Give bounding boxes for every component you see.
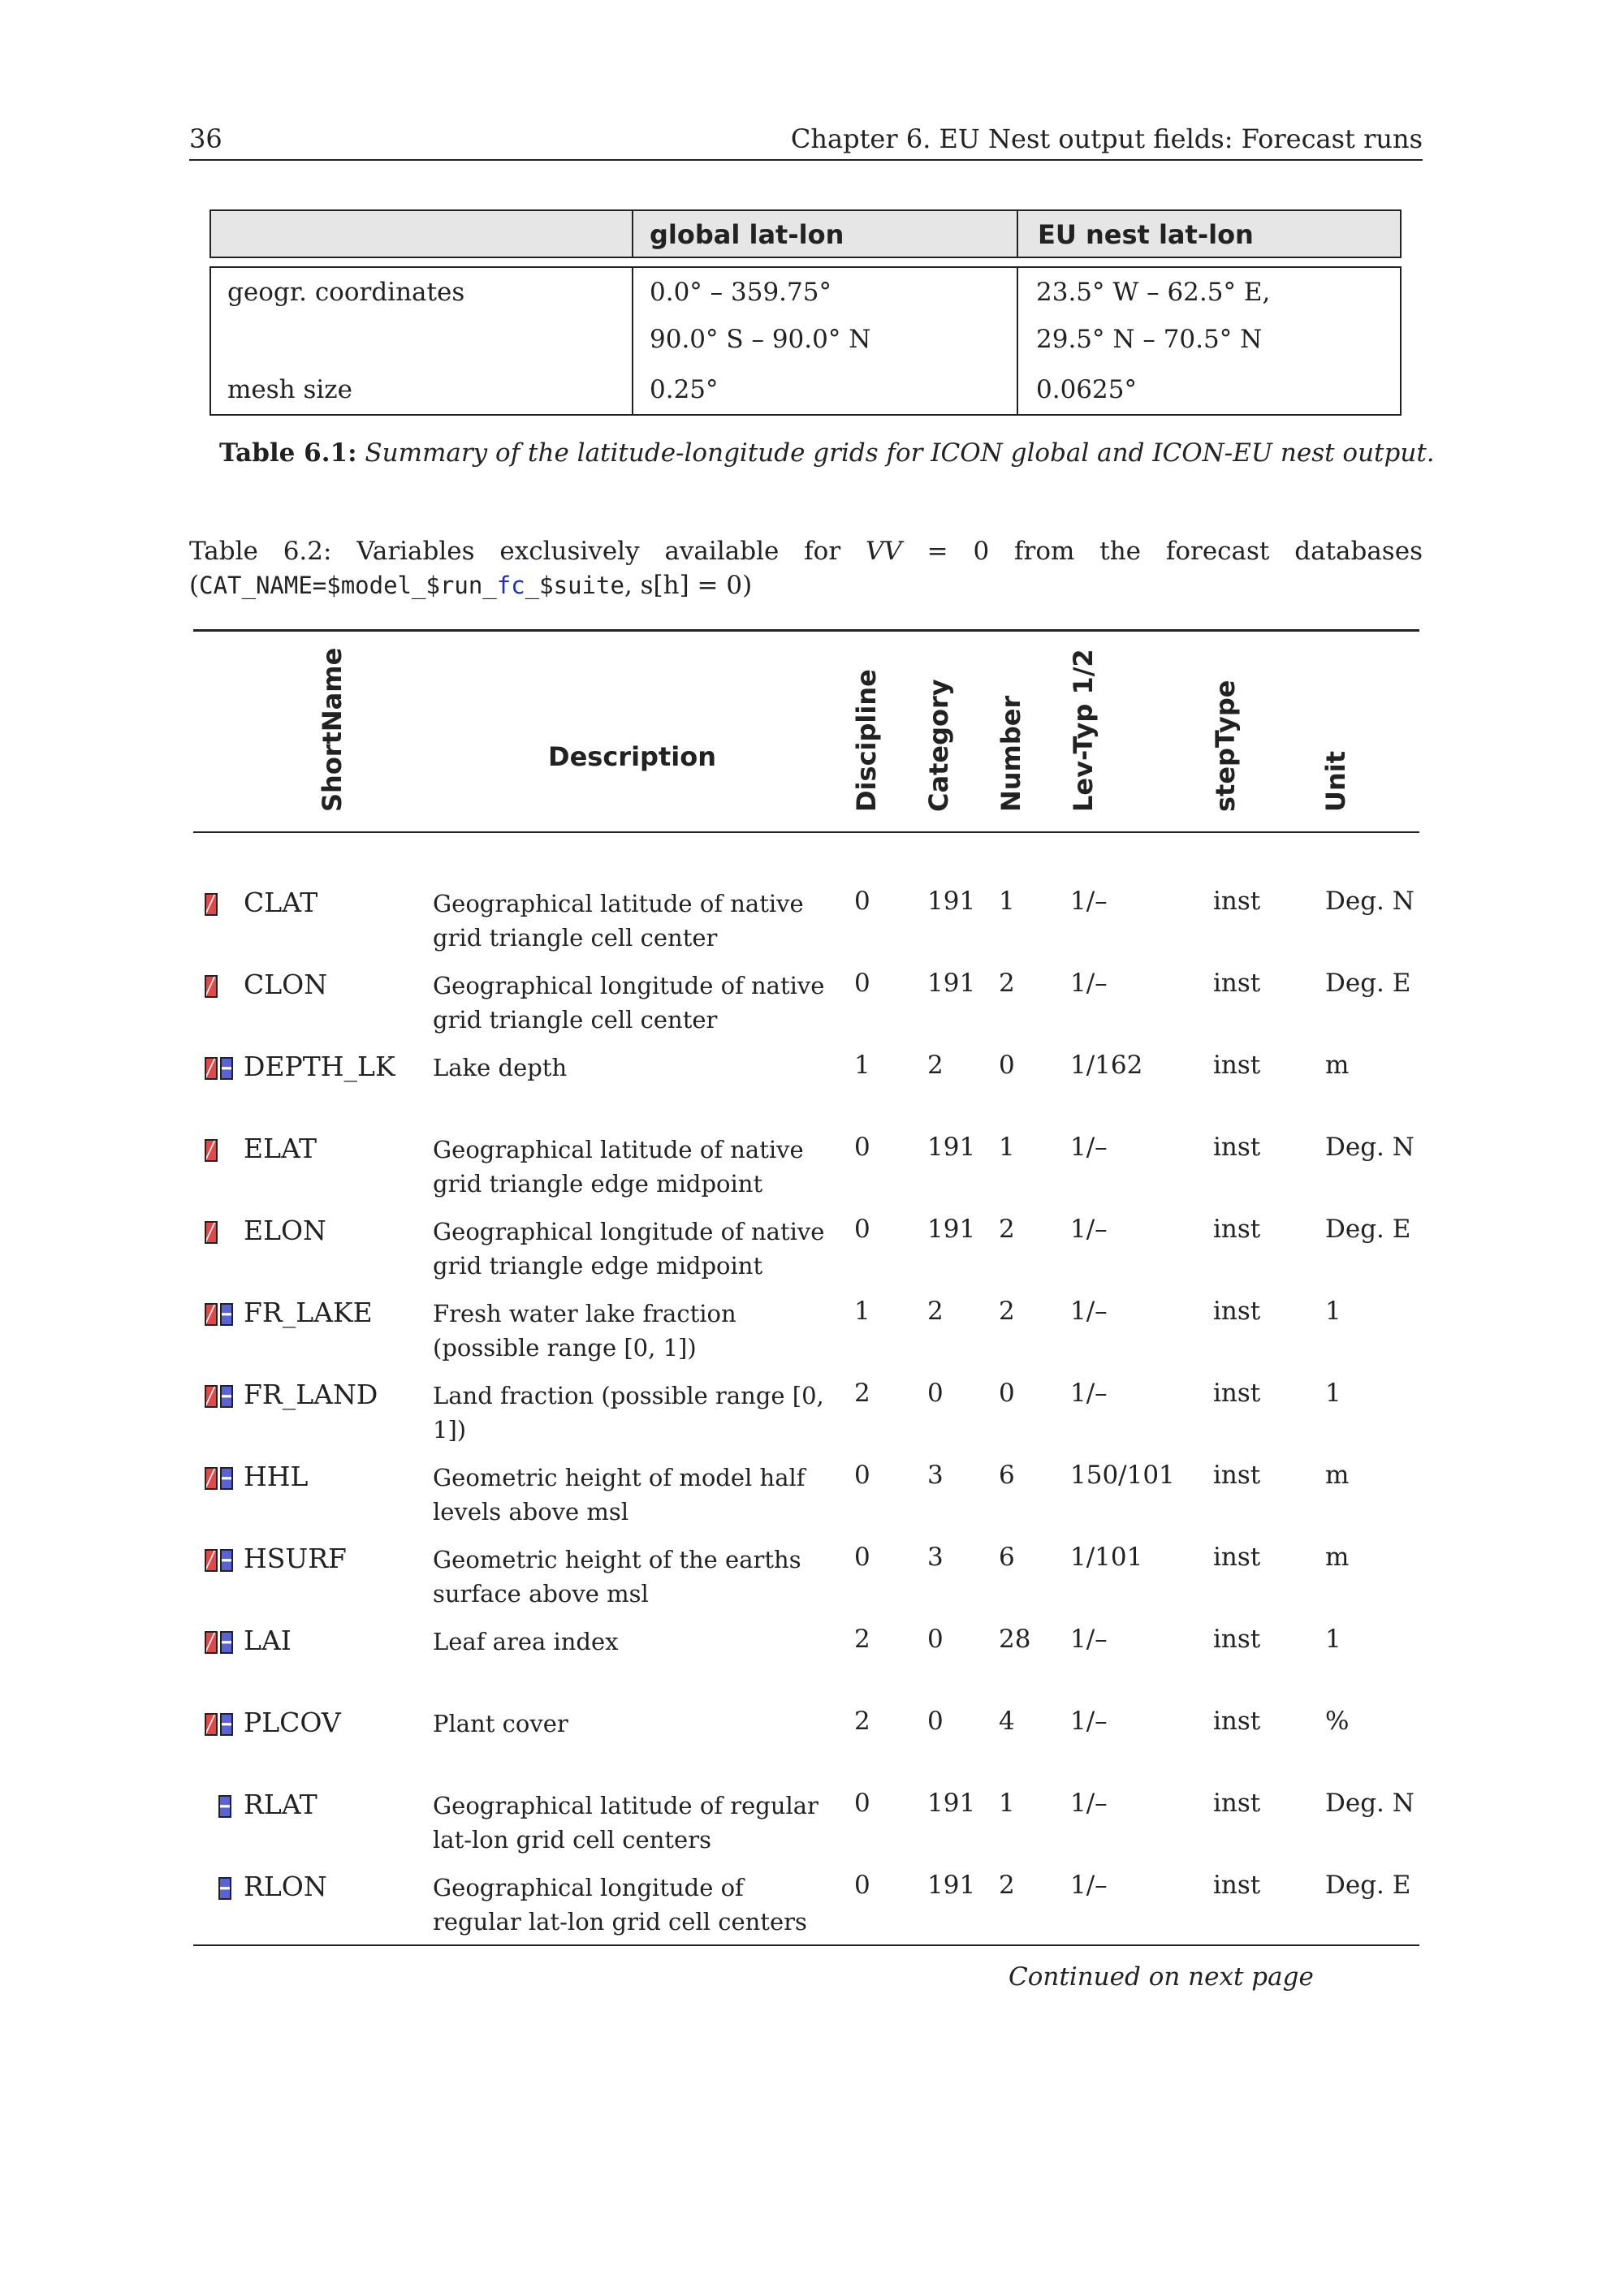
grid-type-icons bbox=[205, 1467, 233, 1490]
table-row bbox=[0, 969, 1624, 1050]
number-cell: 2 bbox=[999, 1297, 1015, 1326]
col-header-unit: Unit bbox=[1320, 750, 1351, 812]
unit-cell: Deg. E bbox=[1325, 969, 1411, 998]
col-header-eu: EU nest lat-lon bbox=[1038, 219, 1254, 250]
discipline-cell: 0 bbox=[854, 1133, 870, 1162]
number-cell: 4 bbox=[999, 1707, 1015, 1736]
grid-type-icons bbox=[205, 1057, 233, 1080]
category-cell: 2 bbox=[927, 1051, 944, 1080]
unit-cell: m bbox=[1325, 1543, 1350, 1572]
shortname-cell: ELON bbox=[244, 1215, 326, 1246]
table-row bbox=[0, 1133, 1624, 1214]
unit-cell: Deg. N bbox=[1325, 1789, 1415, 1818]
discipline-cell: 1 bbox=[854, 1051, 870, 1080]
caption-word: for bbox=[804, 537, 841, 566]
triangular-grid-icon bbox=[205, 1139, 218, 1162]
discipline-cell: 0 bbox=[854, 969, 870, 998]
steptype-cell: inst bbox=[1213, 1215, 1261, 1244]
continued-note: Continued on next page bbox=[1009, 1962, 1314, 1992]
unit-cell: 1 bbox=[1325, 1379, 1341, 1408]
caption-word: = bbox=[926, 537, 948, 566]
number-cell: 1 bbox=[999, 1133, 1015, 1162]
shortname-cell: HHL bbox=[244, 1461, 309, 1492]
category-cell: 3 bbox=[927, 1543, 944, 1572]
description-cell: Geographical latitude of native grid triangle cell center bbox=[433, 890, 804, 952]
triangular-grid-icon bbox=[205, 1713, 218, 1736]
steptype-cell: inst bbox=[1213, 1871, 1261, 1900]
shortname-cell: RLAT bbox=[244, 1789, 317, 1820]
number-cell: 1 bbox=[999, 1789, 1015, 1818]
triangular-grid-icon bbox=[205, 1467, 218, 1490]
row-label: mesh size bbox=[227, 375, 352, 404]
triangular-grid-icon bbox=[205, 1631, 218, 1654]
levtyp-cell: 1/– bbox=[1070, 1625, 1108, 1654]
steptype-cell: inst bbox=[1213, 1461, 1261, 1490]
table-6-2-caption bbox=[189, 534, 1423, 602]
levtyp-cell: 1/– bbox=[1070, 1379, 1108, 1408]
catalog-name-code: CAT_NAME=$model_$run_ bbox=[199, 572, 497, 599]
triangular-grid-icon bbox=[205, 1385, 218, 1408]
category-cell: 0 bbox=[927, 1379, 944, 1408]
description-cell: Land fraction (possible range [0, 1]) bbox=[433, 1382, 824, 1444]
caption-word: 6.2: bbox=[283, 537, 332, 566]
shortname-cell: RLON bbox=[244, 1871, 327, 1902]
category-cell: 3 bbox=[927, 1461, 944, 1490]
steptype-cell: inst bbox=[1213, 1051, 1261, 1080]
shortname-cell: FR_LAKE bbox=[244, 1297, 373, 1328]
category-cell: 191 bbox=[927, 1133, 976, 1162]
levtyp-cell: 1/– bbox=[1070, 887, 1108, 916]
caption-word: the bbox=[1099, 537, 1142, 566]
shortname-cell: CLON bbox=[244, 969, 328, 1000]
category-cell: 0 bbox=[927, 1625, 944, 1654]
eu-value: 0.0625° bbox=[1036, 375, 1137, 404]
table-header-rule bbox=[193, 831, 1419, 833]
levtyp-cell: 150/101 bbox=[1070, 1461, 1175, 1490]
unit-cell: m bbox=[1325, 1461, 1350, 1490]
grid-type-icons bbox=[205, 1139, 218, 1162]
column-divider bbox=[632, 268, 633, 414]
category-cell: 191 bbox=[927, 969, 976, 998]
unit-cell: Deg. N bbox=[1325, 887, 1415, 916]
grid-type-icons bbox=[205, 1303, 233, 1326]
grid-type-icons bbox=[205, 1713, 233, 1736]
caption-word: Table bbox=[189, 537, 258, 566]
regular-grid-icon bbox=[218, 1795, 231, 1818]
steptype-cell: inst bbox=[1213, 1133, 1261, 1162]
steptype-cell: inst bbox=[1213, 1707, 1261, 1736]
caption-line-2 bbox=[189, 568, 1423, 602]
table-row bbox=[0, 1297, 1624, 1378]
levtyp-cell: 1/– bbox=[1070, 1871, 1108, 1900]
triangular-grid-icon bbox=[205, 1057, 218, 1080]
description-cell: Leaf area index bbox=[433, 1628, 619, 1655]
global-value: 0.0° – 359.75° bbox=[650, 278, 831, 307]
caption-word: forecast bbox=[1165, 537, 1270, 566]
regular-grid-icon bbox=[220, 1467, 233, 1490]
table-row bbox=[0, 887, 1624, 968]
table-row bbox=[0, 1625, 1624, 1706]
regular-grid-icon bbox=[220, 1057, 233, 1080]
eu-value: 23.5° W – 62.5° E, bbox=[1036, 278, 1271, 307]
levtyp-cell: 1/– bbox=[1070, 969, 1108, 998]
grid-type-icons bbox=[218, 1877, 231, 1900]
triangular-grid-icon bbox=[205, 975, 218, 998]
levtyp-cell: 1/– bbox=[1070, 1789, 1108, 1818]
number-cell: 6 bbox=[999, 1543, 1015, 1572]
unit-cell: Deg. E bbox=[1325, 1871, 1411, 1900]
caption-word: databases bbox=[1294, 537, 1423, 566]
category-cell: 0 bbox=[927, 1707, 944, 1736]
row-label: geogr. coordinates bbox=[227, 278, 465, 307]
table-row bbox=[0, 1543, 1624, 1624]
triangular-grid-icon bbox=[205, 893, 218, 916]
caption-word: VV bbox=[866, 537, 902, 566]
caption-tail: , s[h] = 0) bbox=[624, 571, 753, 600]
steptype-cell: inst bbox=[1213, 1789, 1261, 1818]
caption-word: Variables bbox=[356, 537, 475, 566]
category-cell: 191 bbox=[927, 1215, 976, 1244]
table-row bbox=[0, 1215, 1624, 1296]
col-header-discipline: Discipline bbox=[851, 669, 882, 812]
regular-grid-icon bbox=[220, 1385, 233, 1408]
caption-text: Summary of the latitude-longitude grids for ICON global and ICON-EU nest output. bbox=[365, 438, 1435, 468]
global-value: 0.25° bbox=[650, 375, 719, 404]
grid-type-icons bbox=[205, 975, 218, 998]
category-cell: 191 bbox=[927, 887, 976, 916]
table-row bbox=[0, 1379, 1624, 1460]
triangular-grid-icon bbox=[205, 1549, 218, 1572]
levtyp-cell: 1/101 bbox=[1070, 1543, 1143, 1572]
description-cell: Fresh water lake fraction (possible range [0, 1]) bbox=[433, 1300, 736, 1362]
category-cell: 191 bbox=[927, 1871, 976, 1900]
discipline-cell: 2 bbox=[854, 1707, 870, 1736]
description-cell: Geometric height of the earths surface above msl bbox=[433, 1546, 801, 1608]
grid-type-icons bbox=[205, 1385, 233, 1408]
regular-grid-icon bbox=[220, 1303, 233, 1326]
description-cell: Geographical longitude of regular lat-lon grid cell centers bbox=[433, 1874, 807, 1936]
steptype-cell: inst bbox=[1213, 969, 1261, 998]
col-header-category: Category bbox=[923, 679, 954, 812]
table-row bbox=[0, 1707, 1624, 1788]
table-bottom-rule bbox=[193, 1944, 1419, 1946]
number-cell: 2 bbox=[999, 1871, 1015, 1900]
table-top-rule bbox=[193, 629, 1419, 632]
col-header-number: Number bbox=[996, 695, 1026, 812]
description-cell: Geographical latitude of regular lat-lon grid cell centers bbox=[433, 1792, 818, 1854]
global-value: 90.0° S – 90.0° N bbox=[650, 325, 871, 354]
col-header-steptype: stepType bbox=[1210, 680, 1241, 812]
shortname-cell: FR_LAND bbox=[244, 1379, 378, 1410]
col-header-levtyp: Lev-Typ 1/2 bbox=[1068, 649, 1099, 812]
shortname-cell: ELAT bbox=[244, 1133, 317, 1164]
table-row bbox=[0, 1871, 1624, 1952]
levtyp-cell: 1/– bbox=[1070, 1297, 1108, 1326]
regular-grid-icon bbox=[220, 1631, 233, 1654]
shortname-cell: CLAT bbox=[244, 887, 318, 918]
grid-type-icons bbox=[205, 1549, 233, 1572]
table-row bbox=[0, 1051, 1624, 1132]
levtyp-cell: 1/162 bbox=[1070, 1051, 1143, 1080]
steptype-cell: inst bbox=[1213, 1379, 1261, 1408]
grid-type-icons bbox=[205, 893, 218, 916]
table-row bbox=[0, 1461, 1624, 1542]
description-cell: Lake depth bbox=[433, 1054, 568, 1081]
regular-grid-icon bbox=[220, 1549, 233, 1572]
grid-type-icons bbox=[205, 1221, 218, 1244]
discipline-cell: 0 bbox=[854, 887, 870, 916]
column-divider bbox=[632, 211, 633, 257]
number-cell: 1 bbox=[999, 887, 1015, 916]
discipline-cell: 0 bbox=[854, 1543, 870, 1572]
unit-cell: Deg. E bbox=[1325, 1215, 1411, 1244]
levtyp-cell: 1/– bbox=[1070, 1215, 1108, 1244]
steptype-cell: inst bbox=[1213, 1297, 1261, 1326]
category-cell: 191 bbox=[927, 1789, 976, 1818]
number-cell: 2 bbox=[999, 969, 1015, 998]
col-header-description: Description bbox=[548, 741, 716, 772]
levtyp-cell: 1/– bbox=[1070, 1707, 1108, 1736]
table-row bbox=[0, 1789, 1624, 1870]
number-cell: 0 bbox=[999, 1379, 1015, 1408]
unit-cell: m bbox=[1325, 1051, 1350, 1080]
description-cell: Plant cover bbox=[433, 1710, 568, 1737]
description-cell: Geographical longitude of native grid triangle cell center bbox=[433, 972, 825, 1034]
caption-word: from bbox=[1014, 537, 1075, 566]
category-cell: 2 bbox=[927, 1297, 944, 1326]
discipline-cell: 0 bbox=[854, 1871, 870, 1900]
running-title: Chapter 6. EU Nest output fields: Forecast runs bbox=[790, 123, 1423, 154]
description-cell: Geographical longitude of native grid triangle edge midpoint bbox=[433, 1218, 825, 1280]
unit-cell: 1 bbox=[1325, 1297, 1341, 1326]
catalog-name-code-fc: fc bbox=[496, 572, 525, 599]
caption-paren: ( bbox=[189, 571, 200, 600]
shortname-cell: DEPTH_LK bbox=[244, 1051, 395, 1082]
caption-label: Table 6.1: bbox=[219, 438, 357, 468]
unit-cell: 1 bbox=[1325, 1625, 1341, 1654]
catalog-name-code-suite: _$suite bbox=[525, 572, 624, 599]
shortname-cell: HSURF bbox=[244, 1543, 347, 1574]
caption-word: 0 bbox=[973, 537, 990, 566]
col-header-global: global lat-lon bbox=[650, 219, 844, 250]
triangular-grid-icon bbox=[205, 1221, 218, 1244]
column-divider bbox=[1017, 268, 1018, 414]
grid-type-icons bbox=[205, 1631, 233, 1654]
discipline-cell: 0 bbox=[854, 1215, 870, 1244]
number-cell: 0 bbox=[999, 1051, 1015, 1080]
col-header-shortname: ShortName bbox=[317, 647, 348, 812]
discipline-cell: 1 bbox=[854, 1297, 870, 1326]
eu-value: 29.5° N – 70.5° N bbox=[1036, 325, 1263, 354]
number-cell: 28 bbox=[999, 1625, 1031, 1654]
number-cell: 2 bbox=[999, 1215, 1015, 1244]
regular-grid-icon bbox=[218, 1877, 231, 1900]
number-cell: 6 bbox=[999, 1461, 1015, 1490]
discipline-cell: 2 bbox=[854, 1625, 870, 1654]
header-rule bbox=[189, 159, 1423, 161]
description-cell: Geographical latitude of native grid triangle edge midpoint bbox=[433, 1136, 804, 1198]
caption-word: available bbox=[664, 537, 780, 566]
discipline-cell: 0 bbox=[854, 1461, 870, 1490]
caption-line-1 bbox=[189, 534, 1423, 568]
table-6-1-caption bbox=[219, 438, 1435, 468]
shortname-cell: PLCOV bbox=[244, 1707, 341, 1738]
shortname-cell: LAI bbox=[244, 1625, 292, 1656]
regular-grid-icon bbox=[220, 1713, 233, 1736]
page-number: 36 bbox=[189, 123, 222, 154]
caption-word: exclusively bbox=[499, 537, 640, 566]
unit-cell: % bbox=[1325, 1707, 1350, 1736]
levtyp-cell: 1/– bbox=[1070, 1133, 1108, 1162]
description-cell: Geometric height of model half levels above msl bbox=[433, 1464, 806, 1526]
steptype-cell: inst bbox=[1213, 1543, 1261, 1572]
grid-table-header bbox=[209, 209, 1402, 258]
unit-cell: Deg. N bbox=[1325, 1133, 1415, 1162]
discipline-cell: 2 bbox=[854, 1379, 870, 1408]
grid-type-icons bbox=[218, 1795, 231, 1818]
triangular-grid-icon bbox=[205, 1303, 218, 1326]
steptype-cell: inst bbox=[1213, 1625, 1261, 1654]
steptype-cell: inst bbox=[1213, 887, 1261, 916]
column-divider bbox=[1017, 211, 1018, 257]
discipline-cell: 0 bbox=[854, 1789, 870, 1818]
grid-table-body bbox=[209, 266, 1402, 416]
